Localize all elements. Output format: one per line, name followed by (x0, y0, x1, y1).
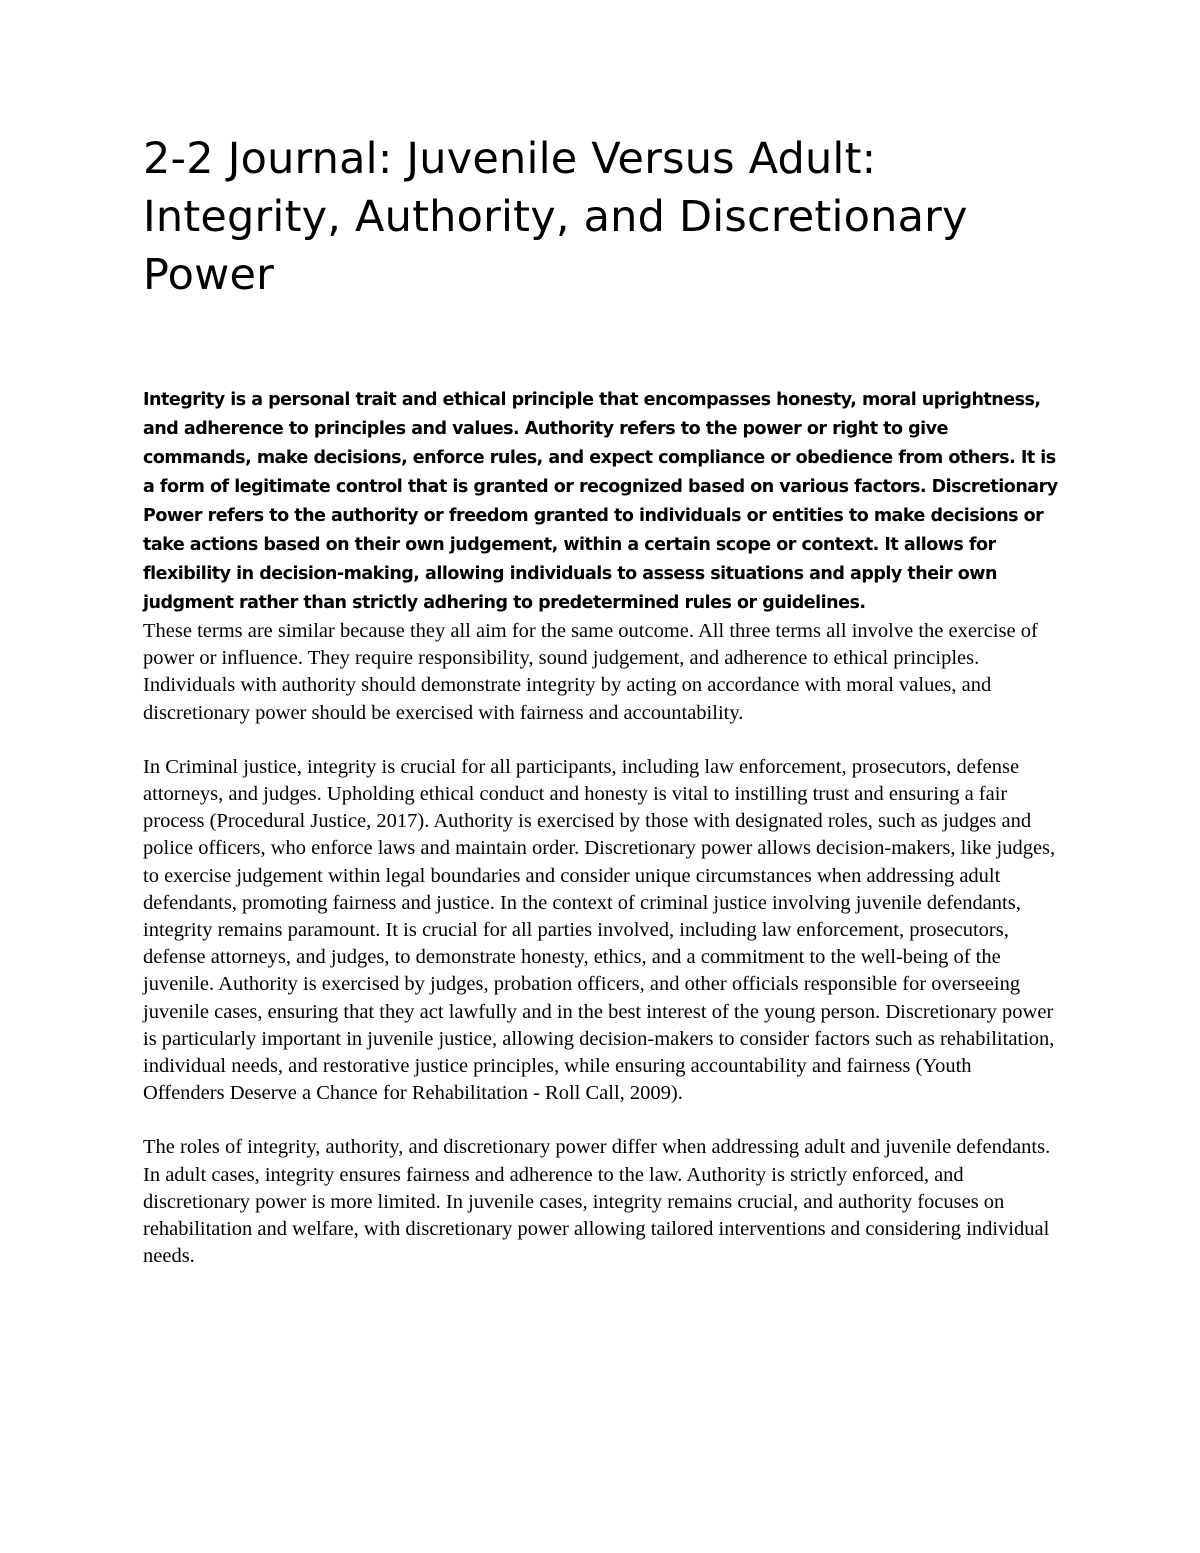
document-page (143, 130, 1058, 1270)
document-title: 2-2 Journal: Juvenile Versus Adult: Integrity, Authority, and Discretionary Power (143, 134, 968, 300)
definitions-paragraph: Integrity is a personal trait and ethical principle that encompasses honesty, moral uprightness, and adherence to principles and values. Authority refers to the power or right to give commands, make decisions, enforce rules, and expect compliance or obedience from others. It is a form of legitimate control that is granted or recognized based on various factors. Discretionary Power refers to the authority or freedom granted to individuals or entities to make decisions or take actions based on their own judgement, within a certain scope or context. It allows for flexibility in decision-making, allowing individuals to assess situations and apply their own judgment rather than strictly adhering to predetermined rules or guidelines. (143, 390, 1058, 613)
body-paragraph-criminal-justice: In Criminal justice, integrity is crucial for all participants, including law enforcement, prosecutors, defense attorneys, and judges. Upholding ethical conduct and honesty is vital to instilling trust and ensuring a fair process (Procedural Justice, 2017). Authority is exercised by those with designated roles, such as judges and police officers, who enforce laws and maintain order. Discretionary power allows decision-makers, like judges, to exercise judgement within legal boundaries and consider unique circumstances when addressing adult defendants, promoting fairness and justice. In the context of criminal justice involving juvenile defendants, integrity remains paramount. It is crucial for all parties involved, including law enforcement, prosecutors, defense attorneys, and judges, to demonstrate honesty, ethics, and a commitment to the well-being of the juvenile. Authority is exercised by judges, probation officers, and other officials responsible for overseeing juvenile cases, ensuring that they act lawfully and in the best interest of the young person. Discretionary power is particularly important in juvenile justice, allowing decision-makers to consider factors such as rehabilitation, individual needs, and restorative justice principles, while ensuring accountability and fairness (Youth Offenders Deserve a Chance for Rehabilitation - Roll Call, 2009). (143, 755, 1056, 1105)
body-paragraph-similarities: These terms are similar because they all aim for the same outcome. All three terms all involve the exercise of power or influence. They require responsibility, sound judgement, and adherence to ethical principles. Individuals with authority should demonstrate integrity by acting on accordance with moral values, and discretionary power should be exercised with fairness and accountability. (143, 620, 1038, 724)
body-paragraph-differences: The roles of integrity, authority, and discretionary power differ when addressing adult and juvenile defendants. In adult cases, integrity ensures fairness and adherence to the law. Authority is strictly enforced, and discretionary power is more limited. In juvenile cases, integrity remains crucial, and authority focuses on rehabilitation and welfare, with discretionary power allowing tailored interventions and considering individual needs. (143, 1136, 1051, 1268)
